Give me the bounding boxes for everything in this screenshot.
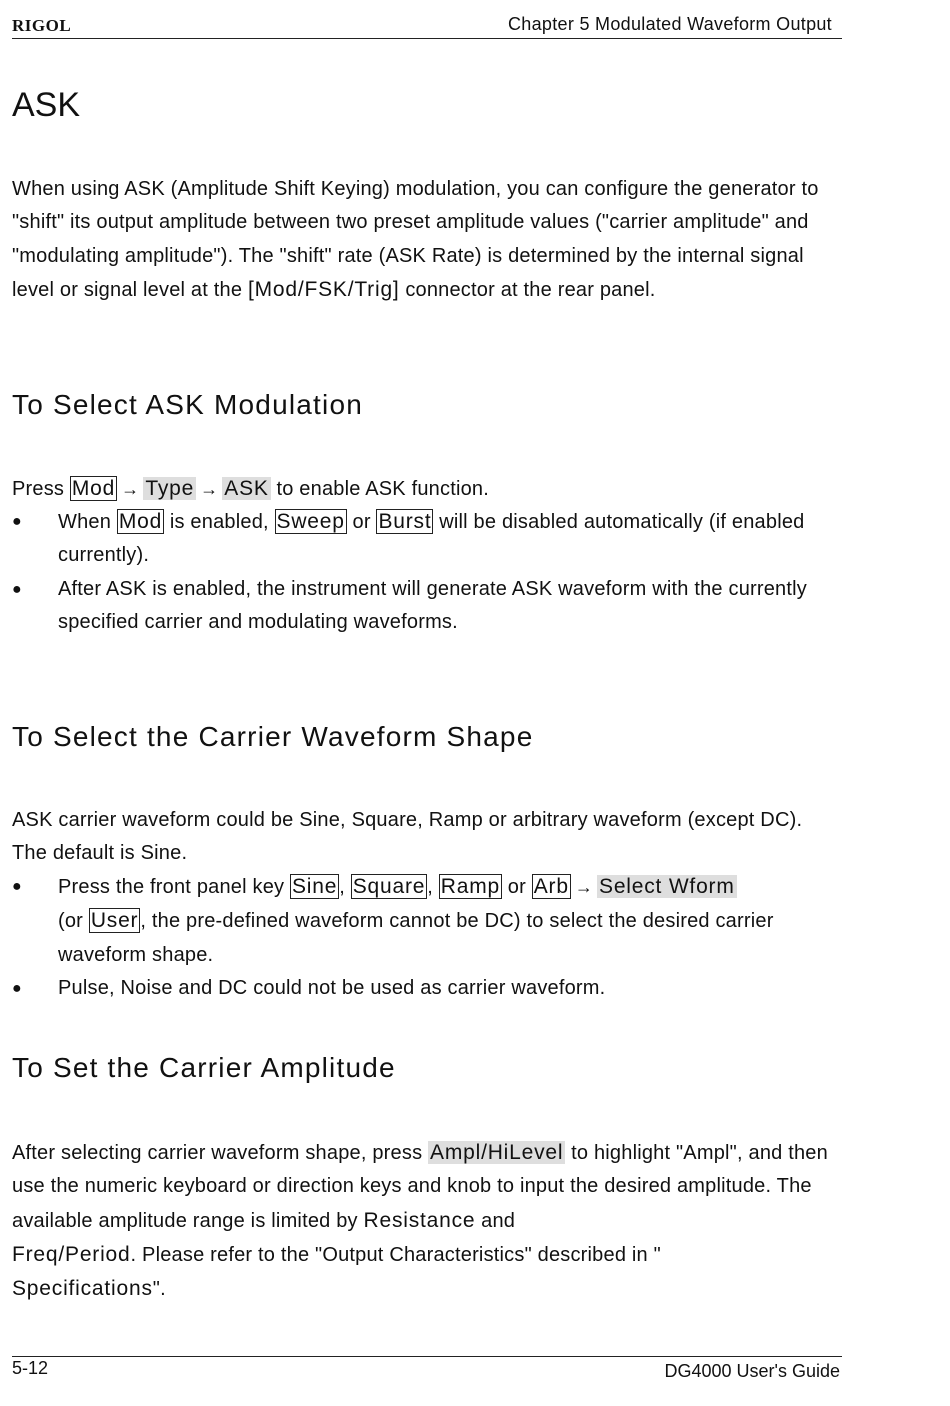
arrow-right-icon: → xyxy=(200,479,219,499)
note-text: , xyxy=(339,876,351,898)
ask-notes-list xyxy=(12,505,842,639)
enable-text: to enable ASK function. xyxy=(270,478,490,500)
page-header xyxy=(12,12,842,39)
sweep-key: Sweep xyxy=(276,510,345,533)
freq-period-term: Freq/Period xyxy=(12,1242,131,1266)
list-item: ● Pulse, Noise and DC could not be used as carrier waveform. xyxy=(12,972,842,1005)
list-item xyxy=(12,505,842,573)
burst-key: Burst xyxy=(378,510,432,533)
amp-text: . Please refer to the "Output Characteristics" described in " xyxy=(130,1243,661,1266)
connector-name: [Mod/FSK/Trig] xyxy=(247,277,400,301)
section-heading-carrier-amplitude: To Set the Carrier Amplitude xyxy=(12,1052,396,1083)
carrier-amplitude-paragraph xyxy=(12,1136,842,1306)
page-number: 5-12 xyxy=(12,1358,49,1378)
ramp-key: Ramp xyxy=(440,875,501,898)
carrier-shape-list xyxy=(12,870,842,1005)
guide-title: DG4000 User's Guide xyxy=(664,1361,840,1381)
ask-softkey: ASK xyxy=(224,477,269,500)
type-softkey: Type xyxy=(145,477,195,500)
list-item xyxy=(12,870,842,972)
amp-text: ". xyxy=(152,1278,166,1301)
intro-text-1: When using ASK (Amplitude Shift Keying) modulation, you can configure the generator to "shift" its output amplitude between two preset amplitude values ("carrier amplitude" and "modulating amplitude"). The "shift" rate (ASK Rate) is determined by the internal signal level or signal level at the xyxy=(12,178,819,301)
amp-text: to highlight "Ampl", and then use the numeric keyboard or direction keys and knob to input the desired amplitude. The available amplitude range is limited by xyxy=(12,1142,828,1232)
amp-text: After selecting carrier waveform shape, press xyxy=(12,1142,429,1164)
list-item: ● After ASK is enabled, the instrument will generate ASK waveform with the currently specified carrier and modulating waveforms. xyxy=(12,573,842,640)
section-heading-select-ask: To Select ASK Modulation xyxy=(12,389,363,420)
amp-text: and xyxy=(475,1209,516,1232)
note-text: , the pre-defined waveform cannot be DC) to select the desired carrier waveform shape. xyxy=(58,910,774,966)
press-text: Press xyxy=(12,478,70,500)
note-text: or xyxy=(502,876,532,898)
ampl-hilevel-softkey: Ampl/HiLevel xyxy=(430,1141,564,1164)
carrier-shape-paragraph: ASK carrier waveform could be Sine, Square, Ramp or arbitrary waveform (except DC). The default is Sine. xyxy=(12,809,803,865)
section-heading-carrier-shape: To Select the Carrier Waveform Shape xyxy=(12,721,534,752)
chapter-title: Chapter 5 Modulated Waveform Output xyxy=(508,14,832,34)
intro-text-2: connector at the rear panel. xyxy=(399,278,656,301)
note-text: Press the front panel key xyxy=(58,876,290,898)
note-text: or xyxy=(346,511,377,533)
page-title: ASK xyxy=(12,86,81,124)
note-text: , xyxy=(427,876,439,898)
sine-key: Sine xyxy=(292,875,338,898)
ask-instruction xyxy=(12,472,842,506)
mod-key: Mod xyxy=(71,477,116,500)
square-key: Square xyxy=(352,875,426,898)
user-key: User xyxy=(90,909,139,933)
note-text: When xyxy=(58,511,117,533)
note-text: will be disabled automatically (if enabled currently). xyxy=(58,511,805,567)
intro-paragraph xyxy=(12,173,842,307)
arb-key: Arb xyxy=(533,875,569,898)
note-text: (or xyxy=(58,910,89,933)
arrow-right-icon: → xyxy=(574,877,594,897)
footer-divider xyxy=(12,1356,842,1357)
arrow-right-icon: → xyxy=(121,479,140,499)
note-text: is enabled, xyxy=(164,511,275,533)
mod-key: Mod xyxy=(118,510,163,533)
specifications-ref: Specifications xyxy=(12,1277,153,1301)
brand-logo: RIGOL xyxy=(12,16,72,35)
select-wform-softkey: Select Wform xyxy=(599,875,735,898)
resistance-term: Resistance xyxy=(363,1208,476,1232)
